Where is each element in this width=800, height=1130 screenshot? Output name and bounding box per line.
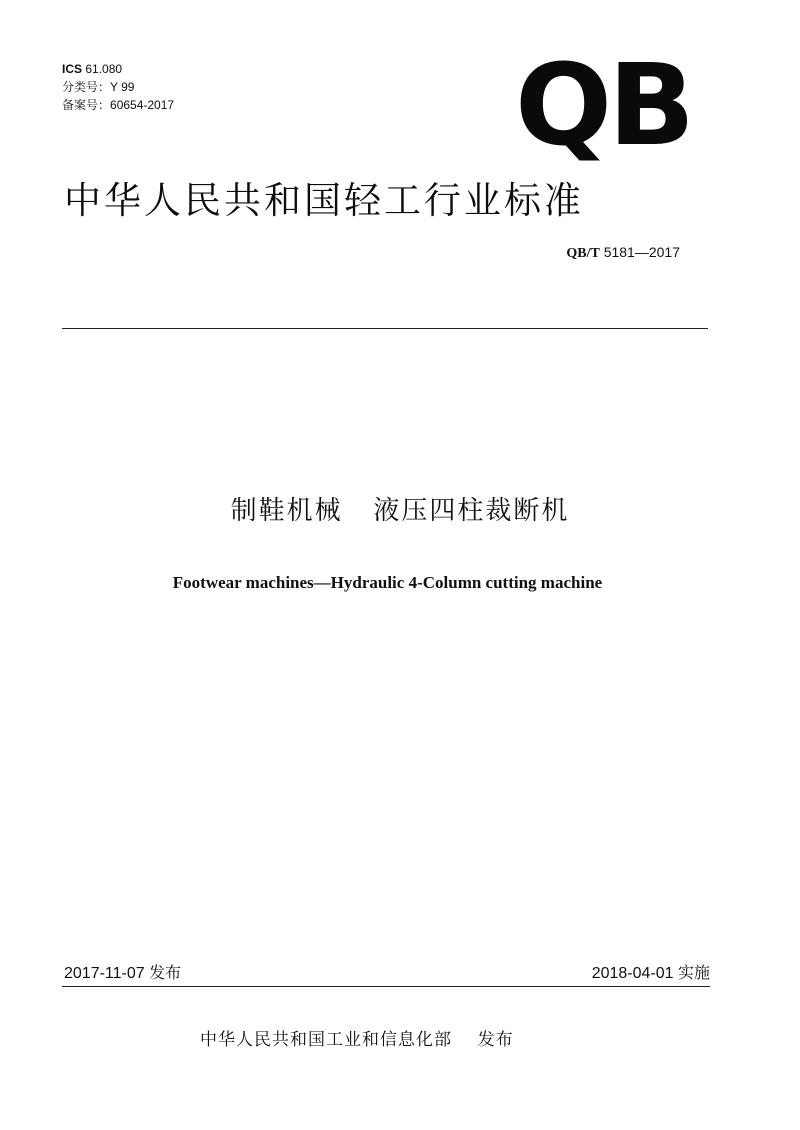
issue-date: 2017-11-07 发布: [64, 965, 182, 982]
record-line: [62, 96, 174, 114]
record-value: 60654-2017: [110, 98, 175, 112]
standard-title: 中华人民共和国轻工行业标准: [64, 179, 584, 222]
classification-value: Y 99: [110, 80, 135, 94]
bottom-divider: [62, 986, 710, 987]
qb-logo: QB: [515, 41, 692, 171]
ics-line: [62, 60, 174, 78]
standard-number-value: 5181—2017: [603, 244, 680, 260]
document-metadata: [62, 60, 174, 114]
classification-label: 分类号：: [62, 80, 111, 94]
ics-label: ICS: [62, 62, 83, 76]
publisher: 中华人民共和国工业和信息化部 发布: [200, 1030, 514, 1050]
record-label: 备案号：: [62, 98, 111, 112]
document-title-english: Footwear machines—Hydraulic 4-Column cutting machine: [172, 573, 603, 592]
document-title-chinese: 制鞋机械 液压四柱裁断机: [230, 496, 570, 526]
top-divider: [62, 328, 708, 329]
implementation-date: 2018-04-01 实施: [591, 965, 710, 982]
classification-line: [62, 78, 174, 96]
standard-number: [566, 244, 680, 262]
ics-value: 61.080: [85, 62, 123, 76]
standard-number-prefix: QB/T: [566, 246, 600, 261]
